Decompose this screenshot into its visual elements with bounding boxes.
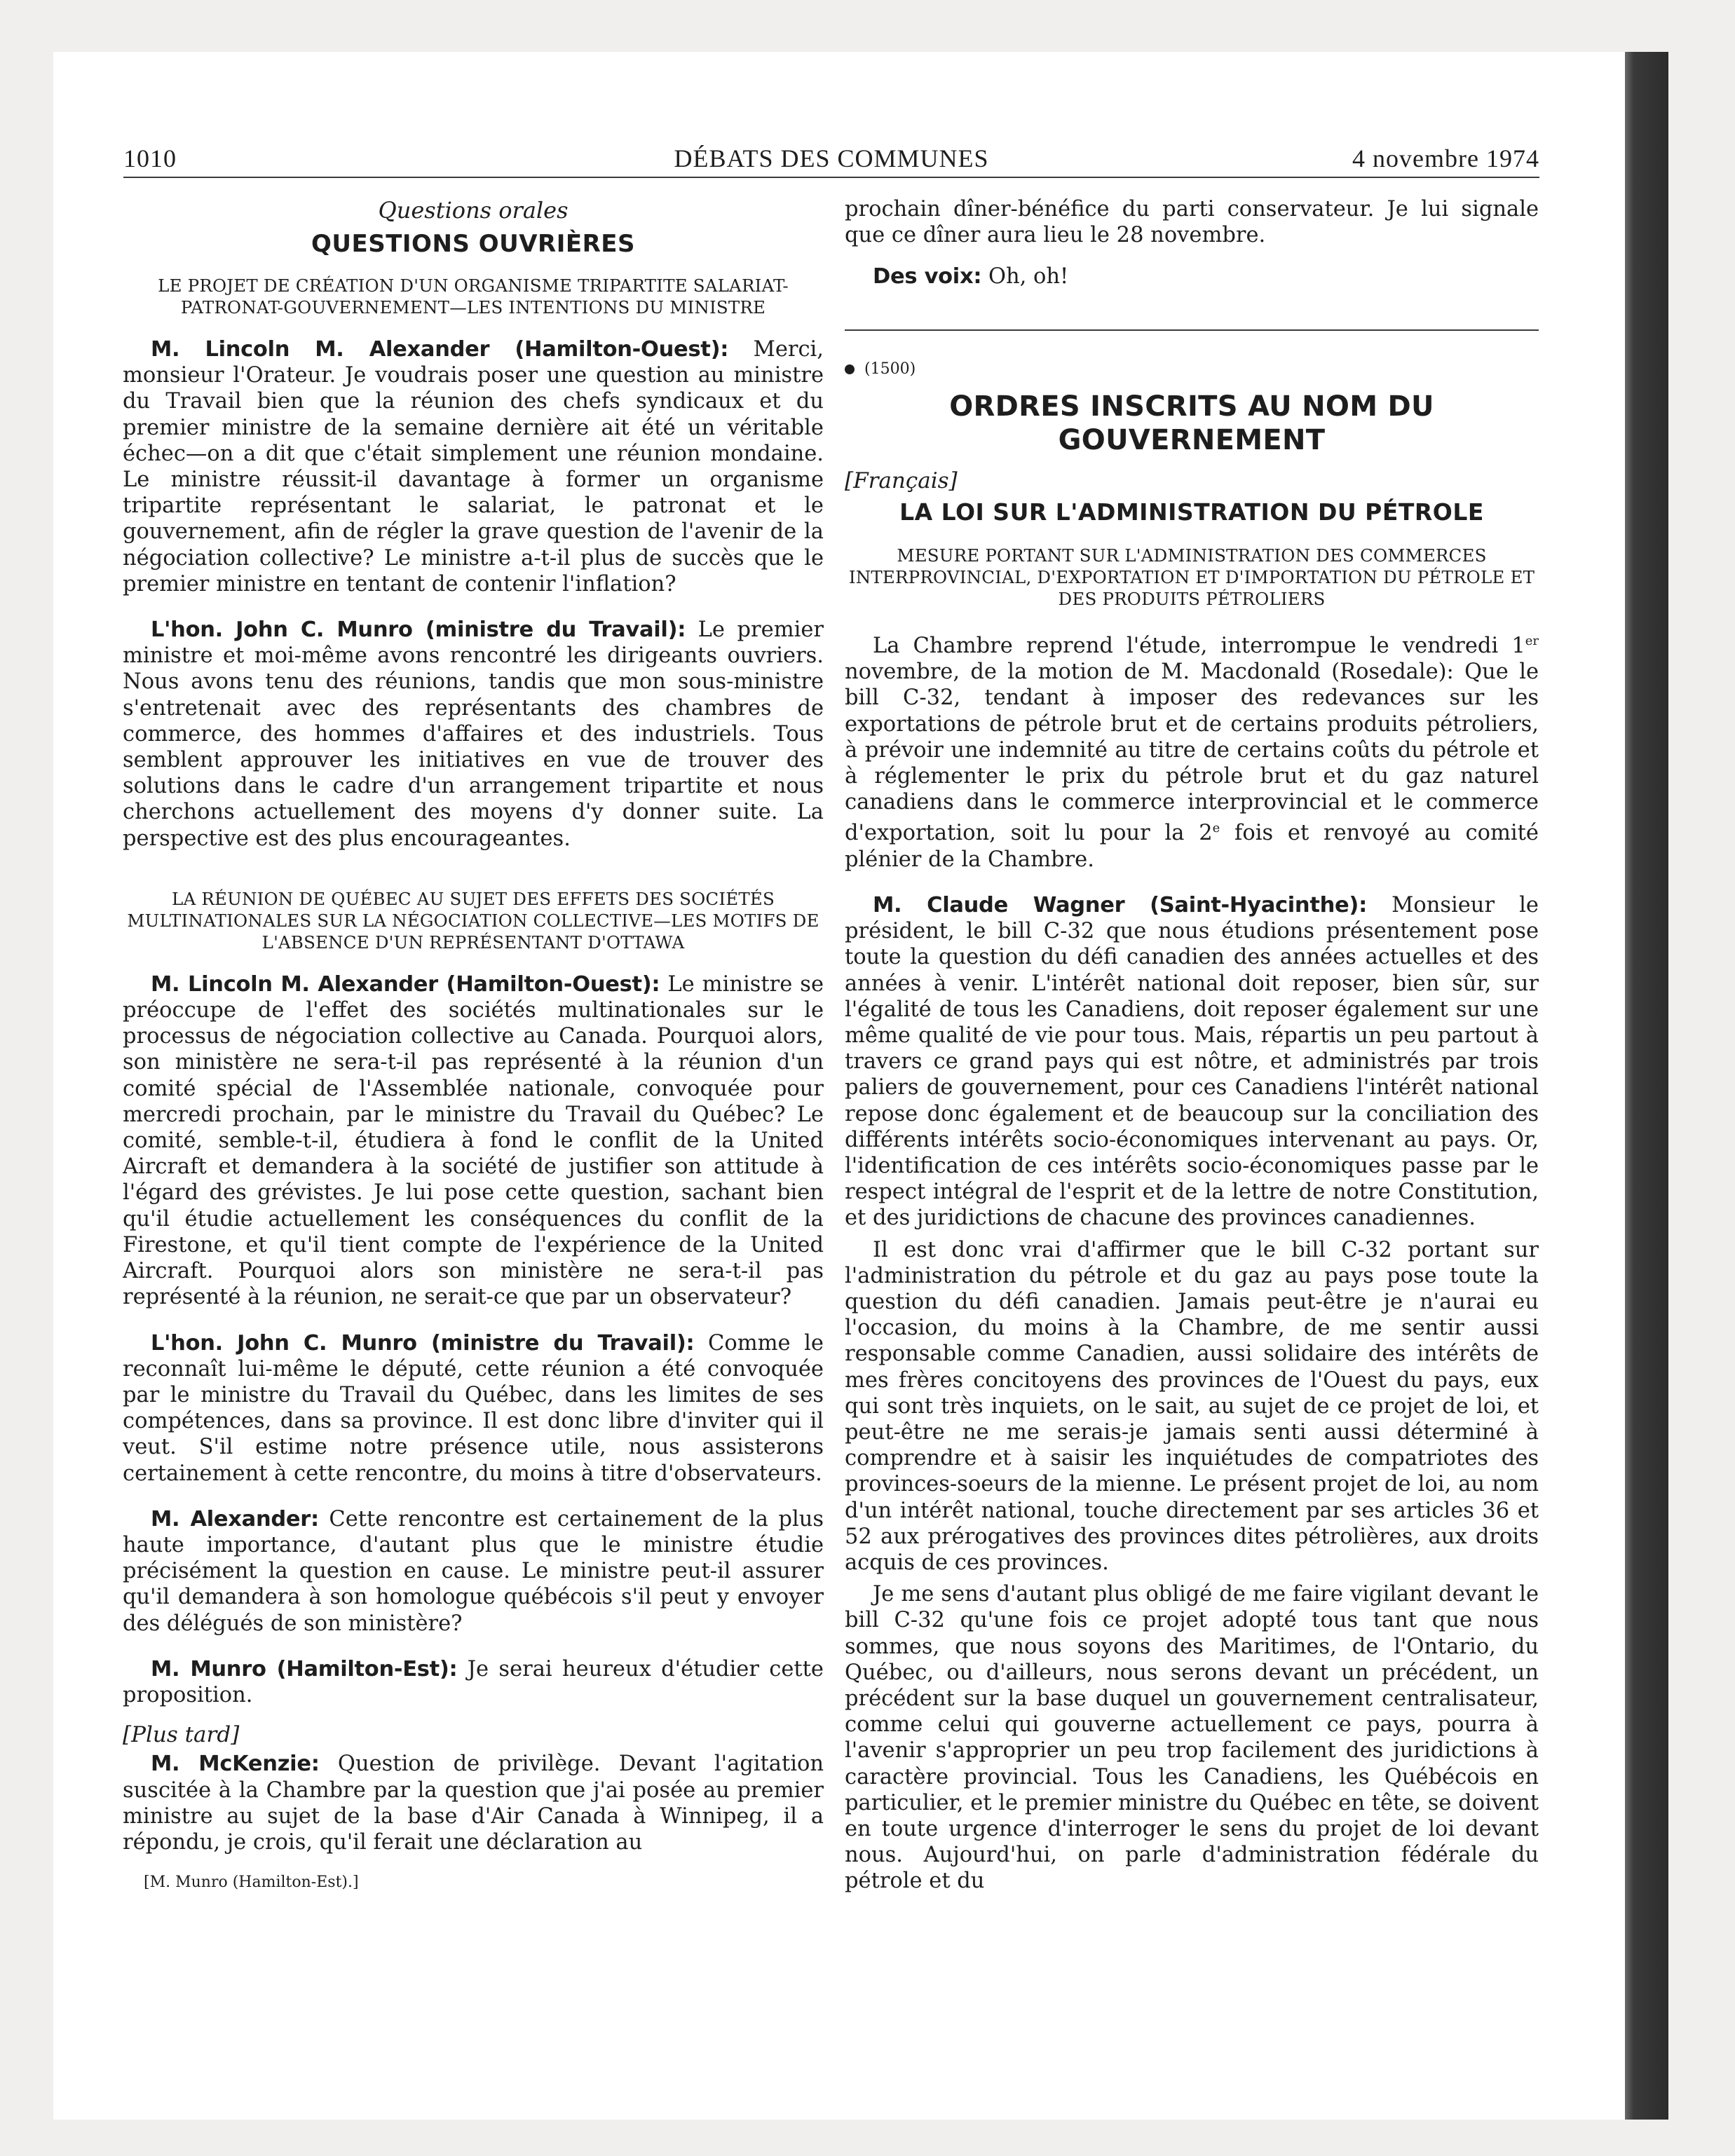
superscript: e [1212, 821, 1220, 836]
speaker-name: L'hon. John C. Munro (ministre du Travail): [151, 1330, 695, 1356]
subheading-quebec-meeting: LA RÉUNION DE QUÉBEC AU SUJET DES EFFETS DES SOCIÉTÉS MULTINATIONALES SUR LA NÉGOCIATION COLLECTIVE—LES MOTIFS DE L'ABSENCE D'UN REPRÉSENTANT D'OTTAWA [127, 888, 819, 953]
speaker-name: M. Lincoln M. Alexander (Hamilton-Ouest): [151, 337, 729, 362]
time-marker [845, 359, 1539, 380]
speech-text: Je me sens d'autant plus obligé de me faire vigilant devant le bill C-32 qu'une fois ce projet adopté tous tant que nous sommes, que nous soyons des Maritimes, de l'Ontario, du Québec, ou d'ailleurs, nous serons devant un précédent, un précédent sur la base duquel un gouvernement centralisateur, comme celui qui gouverne actuellement ce pays, pourra à l'avenir s'approprier un peu trop facilement des juridictions à caractère provincial. Tous les Canadiens, les Québécois en particulier, et le premier ministre du Québec en tête, se doivent en toute urgence d'interroger le sens du projet de loi devant nous. Aujourd'hui, on parle d'administration fédérale du pétrole et du [845, 1582, 1539, 1894]
motion-text: novembre, de la motion de M. Macdonald (Rosedale): Que le bill C-32, tendant à imposer des redevances sur les exportations de pétrole brut et de certains produits pétroliers, à prévoir une indemnité au titre de certains coûts du pétrole et à réglementer le prix du pétrole brut et du gaz naturel canadiens dans le commerce interprovincial et le commerce d'exportation, soit lu pour la 2 [845, 660, 1539, 846]
speech-paragraph [123, 1656, 824, 1708]
speech-text: Le premier ministre et moi-même avons rencontré les dirigeants ouvriers. Nous avons tenu des réunions, tandis que mon sous-ministre s'entretenait avec des représentants des chambres de commerce, des hommes d'affaires et des industriels. Tous semblent approuver les initiatives en vue de trouver des solutions dans le cadre d'un arrangement tripartite et nous cherchons actuellement des moyens d'y donner suite. La perspective est des plus encourageantes. [123, 618, 824, 851]
speech-text: Cette rencontre est certainement de la plus haute importance, d'autant plus que le ministre étudie précisément la question en cause. Le ministre peut-il assurer qu'il demandera à son homologue québécois s'il peut y envoyer des délégués de son ministère? [123, 1506, 824, 1636]
bill-subheading: MESURE PORTANT SUR L'ADMINISTRATION DES COMMERCES INTERPROVINCIAL, D'EXPORTATION ET D'IMPORTATION DU PÉTROLE ET DES PRODUITS PÉTROLIERS [848, 545, 1535, 609]
speech-text: Je serai heureux d'étudier cette proposition. [123, 1656, 824, 1707]
speaker-name: M. Lincoln M. Alexander (Hamilton-Ouest): [151, 971, 660, 997]
speech-text: Merci, monsieur l'Orateur. Je voudrais poser une question au ministre du Travail bien que la réunion des chefs syndicaux et du premier ministre de la semaine dernière ait été un véritable échec—on a dit que c'était simplement une réunion mondaine. Le ministre réussit-il davantage à former un organisme tripartite représentant le salariat, le patronat et le gouvernement, afin de régler la grave question de l'avenir de la négociation collective? Le ministre a-t-il plus de succès que le premier ministre en tentant de contenir l'inflation? [123, 337, 824, 596]
speech-paragraph [123, 1751, 824, 1855]
motion-text: fois et renvoyé au comité plénier de la Chambre. [845, 821, 1539, 872]
speaker-name: M. Munro (Hamilton-Est): [151, 1656, 458, 1681]
bill-heading: LA LOI SUR L'ADMINISTRATION DU PÉTROLE [899, 498, 1484, 526]
section-heading: QUESTIONS OUVRIÈRES [311, 230, 636, 258]
speech-continuation: prochain dîner-bénéfice du parti conservateur. Je lui signale que ce dîner aura lieu le 28 novembre. [845, 197, 1539, 248]
speech-text: Oh, oh! [981, 264, 1069, 289]
speaker-name: L'hon. John C. Munro (ministre du Travail): [151, 618, 686, 643]
left-column [123, 196, 824, 2103]
speech-paragraph [123, 1330, 824, 1487]
speech-paragraph [845, 892, 1539, 1231]
speech-paragraph [845, 264, 1539, 289]
subheading-tripartite: LE PROJET DE CRÉATION D'UN ORGANISME TRIPARTITE SALARIAT-PATRONAT-GOUVERNEMENT—LES INTENTIONS DU MINISTRE [158, 275, 789, 318]
running-header [123, 140, 1539, 178]
speech-text: Comme le reconnaît lui-même le député, cette réunion a été convoquée par le ministre du Travail du Québec, dans les limites de ses compétences, dans sa province. Il est donc libre d'inviter qui il veut. S'il estime notre présence utile, nous assisterons certainement à cette rencontre, du moins à titre d'observateurs. [123, 1330, 824, 1486]
speech-paragraph [123, 617, 824, 852]
speech-text: Le ministre se préoccupe de l'effet des sociétés multinationales sur le processus de négociation collective au Canada. Pourquoi alors, son ministère ne sera-t-il pas représenté à la réunion d'un comité spécial de l'Assemblée nationale, convoquée pour mercredi prochain, par le ministre du Travail du Québec? Le comité, semble-t-il, étudiera à fond le conflit de la United Aircraft et demandera à la société de justifier son attitude à l'égard des grévistes. Je lui pose cette question, sachant bien qu'il étudie actuellement les conséquences du conflit de la Firestone, et qu'il tient compte de l'expérience de la United Aircraft. Pourquoi alors son ministère ne sera-t-il pas représenté à la réunion, ne serait-ce que par un observateur? [123, 971, 824, 1310]
speech-paragraph [845, 1581, 1539, 1894]
speech-paragraph [123, 1506, 824, 1637]
speaker-name: M. Claude Wagner (Saint-Hyacinthe): [873, 892, 1367, 917]
speech-text: Question de privilège. Devant l'agitation suscitée à la Chambre par la question que j'ai posée au premier ministre au sujet de la base d'Air Canada à Winnipeg, il a répondu, je crois, qu'il ferait une déclaration au [123, 1752, 824, 1855]
bullet-dot-icon [845, 364, 855, 374]
motion-paragraph [845, 628, 1539, 873]
speaker-name: Des voix: [873, 264, 982, 289]
header-date: 4 novembre 1974 [1352, 144, 1539, 172]
speech-text: Monsieur le président, le bill C-32 que nous étudions présentement pose toute la question du défi canadien des années actuelles et des années à venir. L'intérêt national doit reposer, bien sûr, sur l'égalité de tous les Canadiens, doit reposer également sur une même qualité de vie pour tous. Mais, répartis un peu partout à travers ce grand pays qui est nôtre, et administrés par trois paliers de gouvernement, pour ces Canadiens l'intérêt national repose donc également et de beaucoup sur la conciliation des différents intérêts socio-économiques intervenant au pays. Or, l'identification de ces intérêts socio-économiques passe par le respect intégral de l'esprit et de la lettre de notre Constitution, et des juridictions de chacune des provinces canadiennes. [845, 892, 1539, 1231]
superscript: er [1525, 633, 1539, 648]
speaker-name: M. McKenzie: [151, 1752, 320, 1777]
scan-edge-shadow [1625, 52, 1668, 2120]
orders-heading: ORDRES INSCRITS AU NOM DU GOUVERNEMENT [949, 390, 1434, 456]
page-number: 1010 [123, 144, 177, 172]
speech-paragraph [123, 971, 824, 1311]
language-tag: [Français] [845, 468, 958, 493]
continued-footnote: [M. Munro (Hamilton-Est).] [144, 1874, 359, 1892]
motion-text: La Chambre reprend l'étude, interrompue le vendredi 1 [873, 633, 1525, 658]
section-divider [845, 329, 1539, 331]
time-marker-text: (1500) [864, 360, 916, 378]
speaker-name: M. Alexander: [151, 1506, 319, 1531]
later-tag: [Plus tard] [123, 1722, 240, 1748]
section-label: Questions orales [378, 197, 569, 224]
right-column [845, 196, 1539, 2103]
speech-paragraph [123, 336, 824, 597]
speech-paragraph [845, 1237, 1539, 1576]
speech-text: Il est donc vrai d'affirmer que le bill C-32 portant sur l'administration du pétrole et du gaz au pays pose toute la question du défi canadien. Jamais peut-être je n'aurai eu l'occasion, du moins à la Chambre, de me sentir aussi responsable comme Canadien, aussi solidaire des intérêts de mes frères concitoyens des provinces de l'Ouest du pays, eux qui sont très inquiets, on le sait, au sujet de ce projet de loi, et peut-être ne me serais-je jamais senti aussi déterminé à comprendre et à saisir les inquiétudes de compatriotes des provinces-soeurs de la mienne. Le présent projet de loi, au nom d'un intérêt national, touche directement par ses articles 36 et 52 aux prérogatives des provinces dites pétrolières, aux droits acquis de ces provinces. [845, 1237, 1539, 1576]
publication-title: DÉBATS DES COMMUNES [674, 144, 989, 172]
